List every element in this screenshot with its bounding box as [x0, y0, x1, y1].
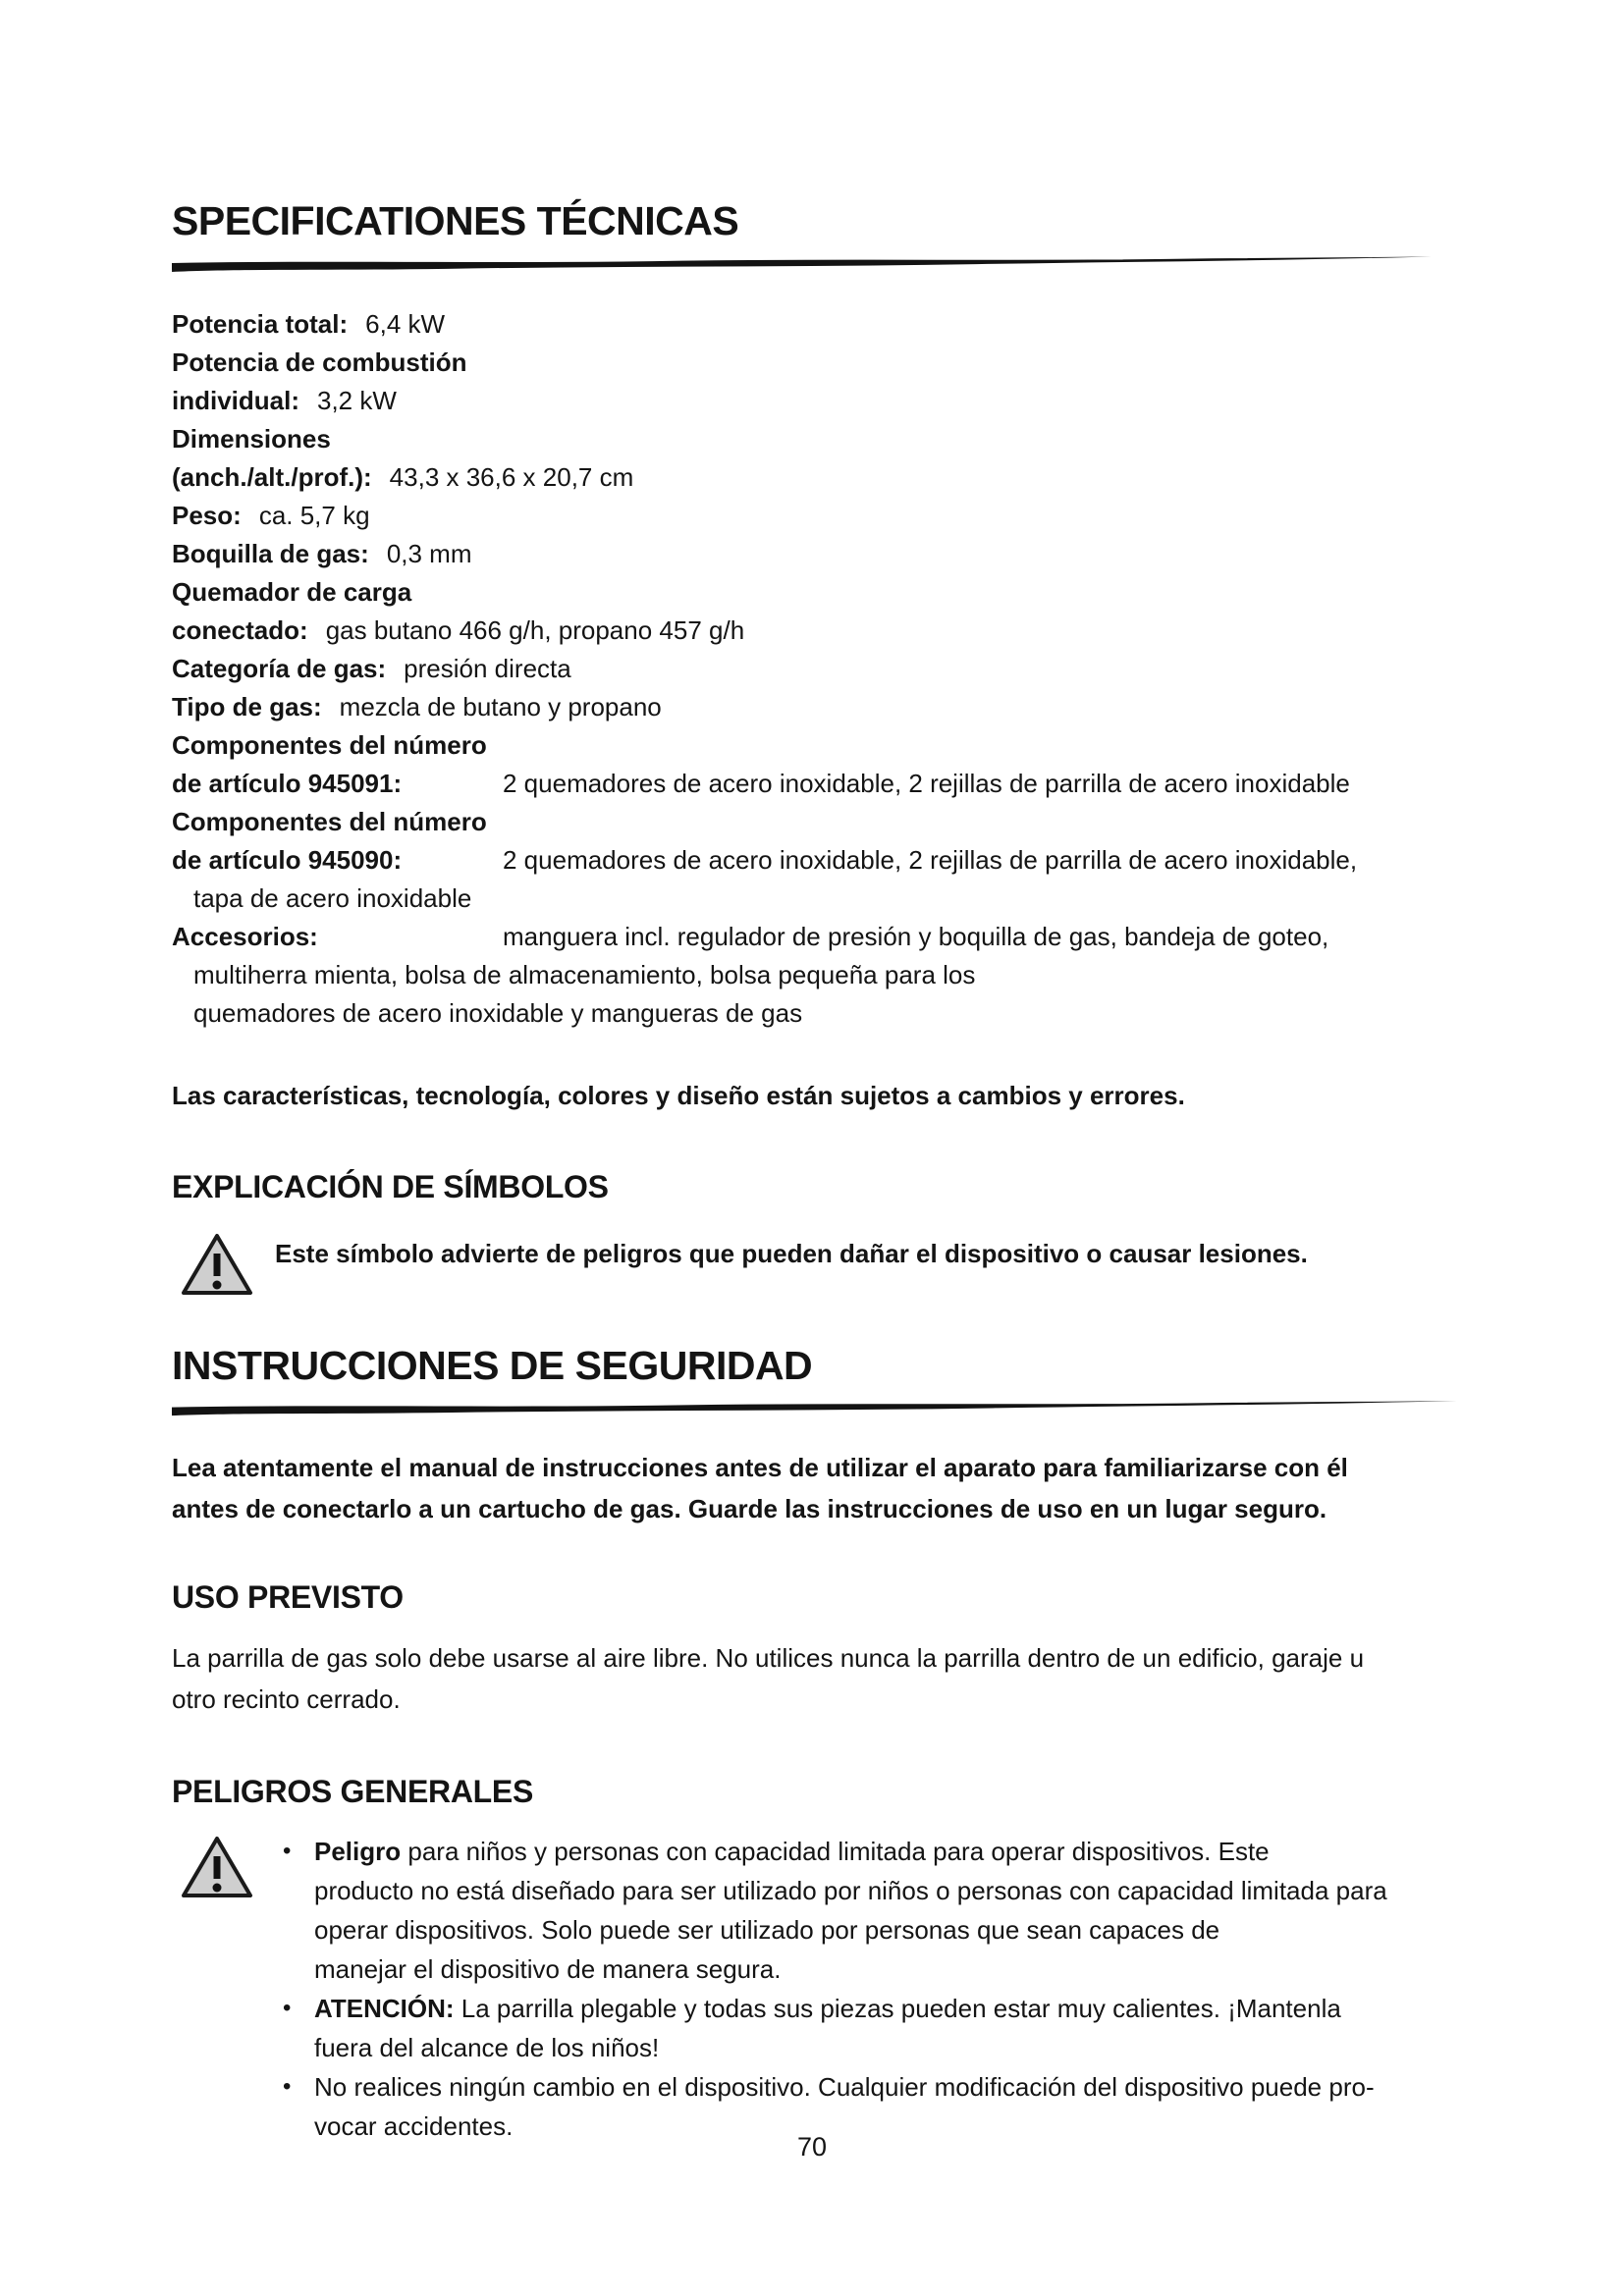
spec-row: (anch./alt./prof.): 43,3 x 36,6 x 20,7 cm	[172, 462, 634, 493]
symbol-explanation-text: Este símbolo advierte de peligros que pueden dañar el dispositivo o causar lesiones.	[275, 1239, 1308, 1269]
spec-row: conectado: gas butano 466 g/h, propano 457 g/h	[172, 615, 745, 646]
bullet-line: • ATENCIÓN: La parrilla plegable y todas sus piezas pueden estar muy calientes. ¡Mantenla	[172, 1989, 1467, 2028]
spec-row-continuation: multiherra mienta, bolsa de almacenamiento, bolsa pequeña para los	[193, 960, 976, 990]
spec-row-continuation: tapa de acero inoxidable	[193, 883, 472, 914]
brush-underline	[172, 1397, 1458, 1418]
brush-underline	[172, 252, 1433, 274]
bullet-line: operar dispositivos. Solo puede ser utilizado por personas que sean capaces de	[314, 1915, 1220, 1946]
spec-row: individual: 3,2 kW	[172, 386, 397, 416]
spec-row: Peso: ca. 5,7 kg	[172, 501, 370, 531]
section-title-peligros: PELIGROS GENERALES	[172, 1774, 533, 1810]
disclaimer-text: Las características, tecnología, colores y diseño están sujetos a cambios y errores.	[172, 1081, 1185, 1111]
bullet-line: • Peligro para niños y personas con capacidad limitada para operar dispositivos. Este	[172, 1832, 1467, 1871]
safety-intro	[172, 1447, 1467, 1529]
peligros-bullet-list	[172, 1832, 1467, 2146]
section-title-safety: INSTRUCCIONES DE SEGURIDAD	[172, 1343, 813, 1389]
safety-intro-line: Lea atentamente el manual de instrucciones antes de utilizar el aparato para familiarizarse con él	[172, 1453, 1348, 1483]
bullet-line: producto no está diseñado para ser utilizado por niños o personas con capacidad limitada para	[314, 1876, 1387, 1906]
bullet-line: fuera del alcance de los niños!	[314, 2033, 660, 2063]
spec-row: de artículo 945090: 2 quemadores de acero inoxidable, 2 rejillas de parrilla de acero inoxidable,	[172, 845, 1358, 876]
bullet-marker: •	[283, 1838, 292, 1865]
bullet-line: manejar el dispositivo de manera segura.	[314, 1954, 782, 1985]
section-title-tech-specs: SPECIFICATIONES TÉCNICAS	[172, 198, 739, 243]
section-title-uso-previsto: USO PREVISTO	[172, 1579, 404, 1616]
spec-row: Accesorios: manguera incl. regulador de presión y boquilla de gas, bandeja de goteo,	[172, 922, 1329, 952]
spec-list	[172, 305, 1467, 1033]
page-number: 70	[796, 2132, 828, 2162]
bullet-line: • No realices ningún cambio en el dispositivo. Cualquier modificación del dispositivo puede pro-	[172, 2067, 1467, 2107]
spec-row: Tipo de gas: mezcla de butano y propano	[172, 692, 662, 722]
bullet-line: vocar accidentes.	[314, 2111, 514, 2142]
spec-row: Dimensiones	[172, 424, 331, 454]
warning-triangle-icon	[179, 1231, 255, 1298]
spec-row: Categoría de gas: presión directa	[172, 654, 571, 684]
symbol-explanation-row	[172, 1231, 1467, 1302]
spec-row: Quemador de carga	[172, 577, 412, 608]
bullet-marker: •	[283, 1995, 292, 2022]
spec-row: Componentes del número	[172, 807, 487, 837]
spec-row: de artículo 945091: 2 quemadores de acero inoxidable, 2 rejillas de parrilla de acero inoxidable	[172, 769, 1350, 799]
spec-row: Boquilla de gas: 0,3 mm	[172, 539, 472, 569]
spec-row-continuation: quemadores de acero inoxidable y mangueras de gas	[193, 998, 803, 1029]
spec-row: Potencia de combustión	[172, 347, 467, 378]
uso-previsto-paragraph	[172, 1637, 1467, 1720]
safety-intro-line: antes de conectarlo a un cartucho de gas. Guarde las instrucciones de uso en un lugar seguro.	[172, 1494, 1327, 1524]
uso-previsto-line: La parrilla de gas solo debe usarse al aire libre. No utilices nunca la parrilla dentro de un edificio, garaje u	[172, 1643, 1365, 1674]
uso-previsto-line: otro recinto cerrado.	[172, 1684, 401, 1715]
bullet-marker: •	[283, 2073, 292, 2101]
section-title-symbols: EXPLICACIÓN DE SÍMBOLOS	[172, 1169, 609, 1205]
spec-row: Potencia total: 6,4 kW	[172, 309, 446, 340]
spec-row: Componentes del número	[172, 730, 487, 761]
